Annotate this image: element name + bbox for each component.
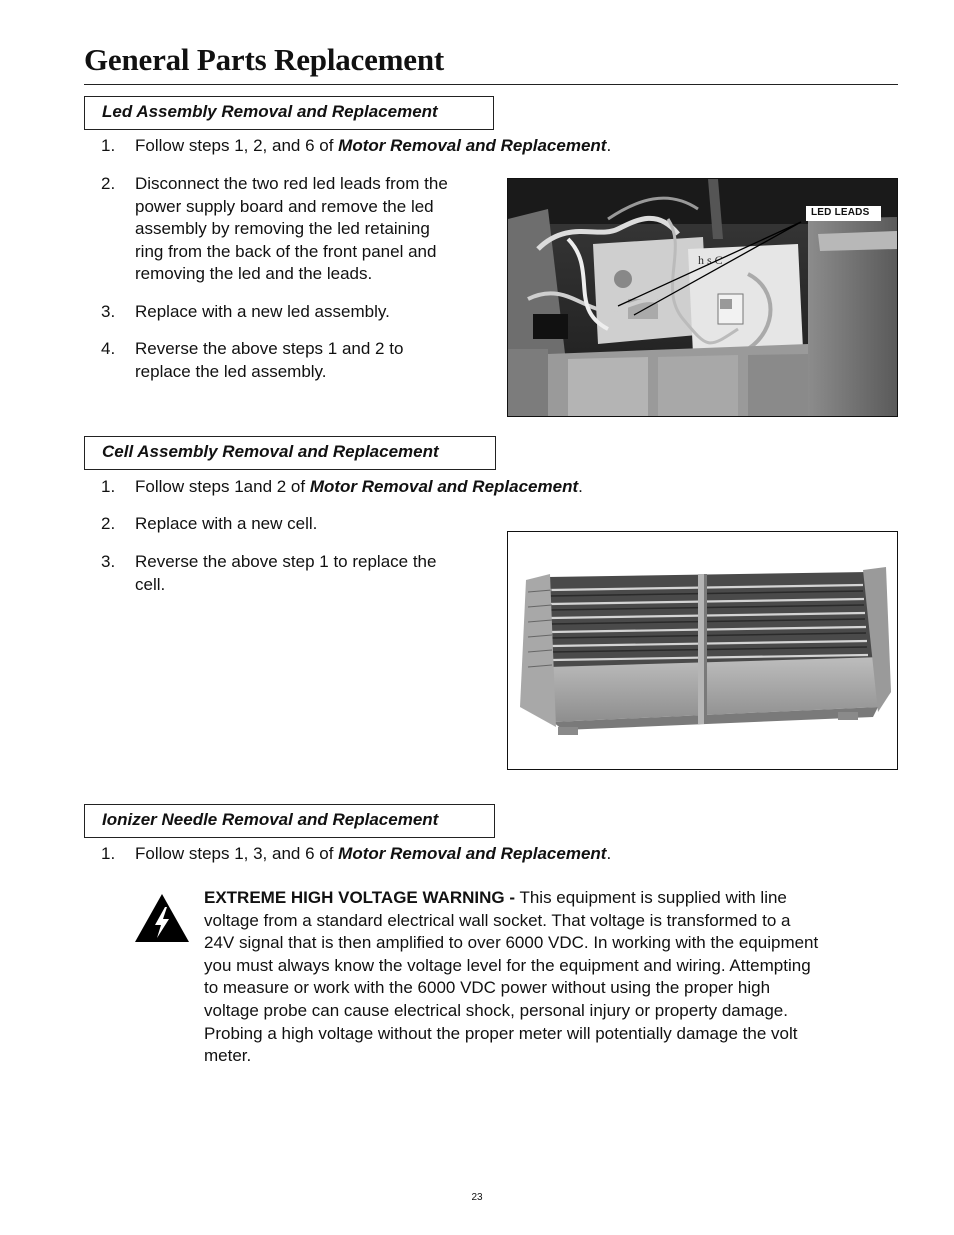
step-text-post: . <box>606 136 612 155</box>
step-number: 1. <box>101 136 116 155</box>
title-rule <box>84 84 898 85</box>
step-line: cell. <box>135 574 166 594</box>
cell-step-3 <box>101 551 501 599</box>
cell-assembly-photo <box>507 531 898 770</box>
warning-line <box>204 887 904 910</box>
warning-line: voltage from a standard electrical wall socket. That voltage is transformed to a <box>204 910 791 930</box>
step-number: 3. <box>101 302 116 321</box>
step-number: 2. <box>101 174 116 193</box>
led-step-2 <box>101 173 501 289</box>
led-leads-photo <box>507 178 898 417</box>
step-line: Reverse the above steps 1 and 2 to <box>135 339 404 358</box>
step-number: 3. <box>101 552 116 571</box>
warning-line-text: This equipment is supplied with line <box>515 888 787 907</box>
step-line: Reverse the above step 1 to replace the <box>135 552 437 571</box>
step-text <box>135 173 448 286</box>
section-header-led: Led Assembly Removal and Replacement <box>84 96 494 130</box>
warning-line: you must always know the voltage level for the equipment and wiring. Attempting <box>204 955 811 975</box>
warning-text <box>204 887 904 1068</box>
cell-step-2 <box>101 513 501 537</box>
step-text <box>135 338 403 383</box>
warning-heading: EXTREME HIGH VOLTAGE WARNING - <box>204 888 516 907</box>
step-text-pre: Follow steps 1, 3, and 6 of <box>135 844 339 863</box>
step-reference: Motor Removal and Replacement <box>309 477 579 496</box>
warning-line: 24V signal that is then amplified to over 6000 VDC. In working with the equipment <box>204 933 819 953</box>
step-reference: Motor Removal and Replacement <box>338 136 607 155</box>
warning-line: voltage probe can cause electrical shock, personal injury or property damage. <box>204 1000 788 1020</box>
led-leads-label: LED LEADS <box>811 207 870 218</box>
warning-line: meter. <box>204 1046 252 1066</box>
step-text-pre: Follow steps 1, 2, and 6 of <box>135 136 339 155</box>
step-line: removing the led and the leads. <box>135 264 373 284</box>
section-header-ionizer: Ionizer Needle Removal and Replacement <box>84 804 495 838</box>
cell-step-1 <box>101 476 701 500</box>
step-text: Replace with a new led assembly. <box>135 302 390 321</box>
step-text <box>135 843 611 866</box>
svg-text:h s C: h s C <box>698 253 723 267</box>
warning-line: Probing a high voltage without the proper meter will potentially damage the volt <box>204 1023 798 1043</box>
step-line: power supply board and remove the led <box>135 196 434 216</box>
led-step-3 <box>101 301 501 325</box>
step-line: Disconnect the two red led leads from the <box>135 174 448 193</box>
step-text-post: . <box>578 477 583 496</box>
step-text-post: . <box>606 844 612 863</box>
step-text <box>135 551 436 596</box>
step-number: 4. <box>101 339 116 358</box>
step-reference: Motor Removal and Replacement <box>338 844 607 863</box>
step-number: 1. <box>101 844 116 863</box>
step-text <box>135 476 583 499</box>
step-text: Replace with a new cell. <box>135 514 318 533</box>
led-step-1 <box>101 135 701 159</box>
page-title: General Parts Replacement <box>84 42 444 77</box>
led-step-4 <box>101 338 501 386</box>
step-line: replace the led assembly. <box>135 361 327 381</box>
cell-assembly-illustration <box>508 532 897 769</box>
step-text-pre: Follow steps 1and 2 of <box>135 477 310 496</box>
step-text <box>135 135 611 158</box>
page-number: 23 <box>471 1192 483 1203</box>
ionizer-step-1 <box>101 843 701 867</box>
section-header-cell: Cell Assembly Removal and Replacement <box>84 436 496 470</box>
warning-line: to measure or work with the 6000 VDC power without using the proper high <box>204 978 771 998</box>
step-line: ring from the back of the front panel and <box>135 241 437 261</box>
step-line: assembly by removing the led retaining <box>135 219 430 239</box>
step-number: 2. <box>101 514 116 533</box>
step-number: 1. <box>101 477 116 496</box>
high-voltage-warning-icon <box>134 892 190 944</box>
